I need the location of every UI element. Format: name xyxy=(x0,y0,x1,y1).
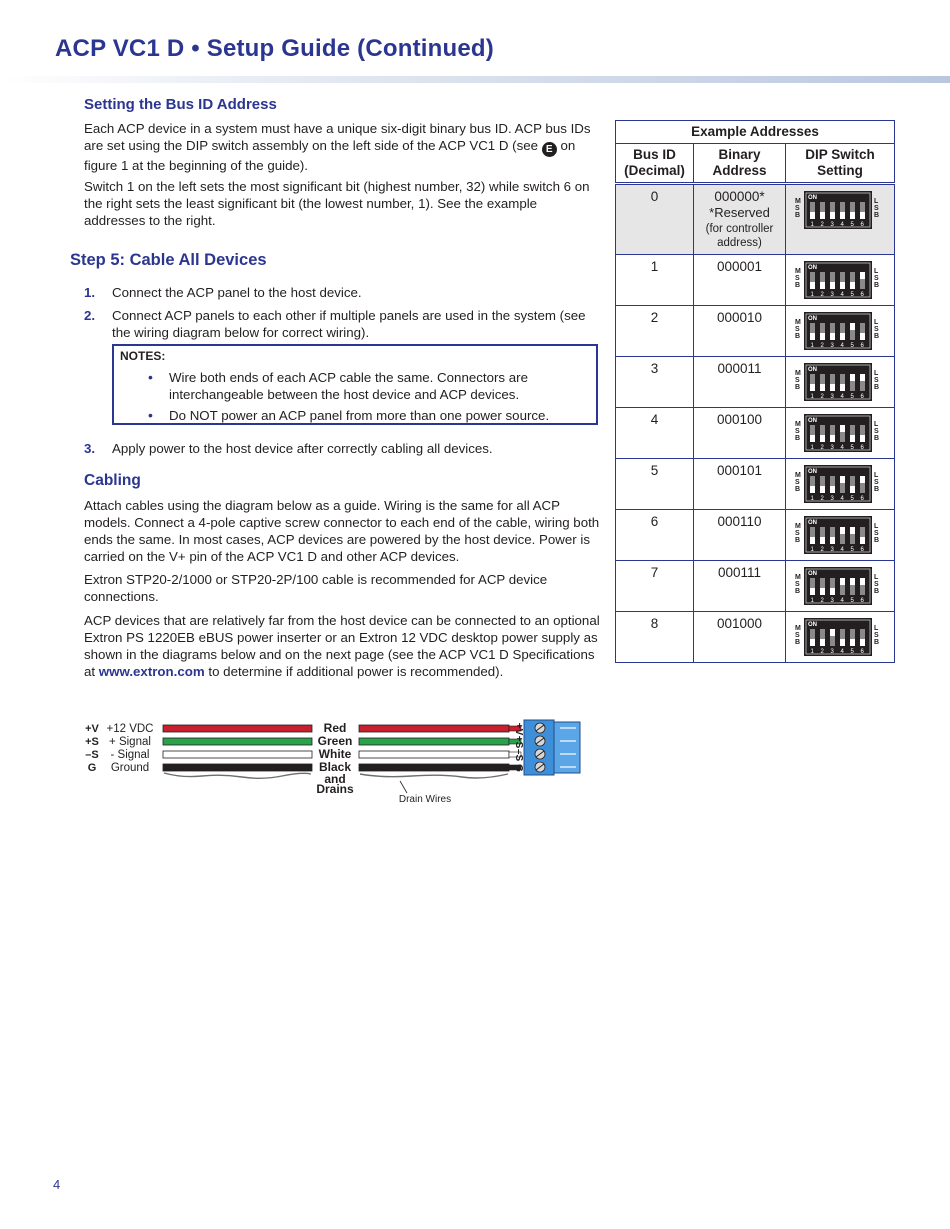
svg-text:3: 3 xyxy=(830,547,834,553)
page-number: 4 xyxy=(53,1177,61,1192)
step5-heading: Step 5: Cable All Devices xyxy=(70,251,267,269)
svg-text:L: L xyxy=(874,268,879,275)
table-row xyxy=(616,306,895,357)
svg-text:B: B xyxy=(874,639,880,646)
example-addresses-table xyxy=(615,120,895,663)
extron-website-link[interactable]: www.extron.com xyxy=(98,664,205,680)
svg-text:ON: ON xyxy=(808,571,817,577)
reserved-note: *Reserved xyxy=(709,205,770,221)
step5-item-1-number: 1. xyxy=(84,285,96,300)
svg-text:6: 6 xyxy=(860,222,864,228)
cell-dip-switch xyxy=(786,184,895,255)
step5-item-3-number: 3. xyxy=(84,441,96,456)
bus-id-paragraph-1 xyxy=(84,120,600,174)
svg-text:1: 1 xyxy=(810,496,814,502)
cell-decimal: 3 xyxy=(616,357,694,408)
svg-text:6: 6 xyxy=(860,547,864,553)
svg-text:S: S xyxy=(874,428,879,435)
svg-text:L: L xyxy=(874,472,879,479)
svg-text:Drains: Drains xyxy=(316,782,354,796)
cell-binary: 001000 xyxy=(694,612,786,663)
svg-text:M: M xyxy=(795,370,801,377)
bus-id-p1-before: Each ACP device in a system must have a unique six-digit binary bus ID. ACP bus IDs are set using the DIP switch assembly on the left side of the ACP VC1 D (see xyxy=(84,121,591,154)
cell-dip-switch xyxy=(786,255,895,306)
step5-item-3-text: Apply power to the host device after correctly cabling all devices. xyxy=(112,441,493,456)
cabling-p3-after: to determine if additional power is recommended). xyxy=(204,664,504,680)
cell-binary: 000101 xyxy=(694,459,786,510)
svg-text:6: 6 xyxy=(860,649,864,655)
svg-text:S: S xyxy=(874,530,879,537)
svg-text:1: 1 xyxy=(810,222,814,228)
svg-text:S: S xyxy=(795,530,800,537)
svg-text:S: S xyxy=(795,326,800,333)
svg-text:4: 4 xyxy=(840,343,844,349)
dip-switch-icon xyxy=(794,414,880,454)
svg-text:5: 5 xyxy=(850,649,854,655)
svg-text:3: 3 xyxy=(830,496,834,502)
svg-text:4: 4 xyxy=(840,598,844,604)
cell-decimal: 4 xyxy=(616,408,694,459)
cabling-p3-before: ACP devices that are relatively far from the host device can be connected to an optional Extron PS 1220EB eBUS power inserter or an Extron 12 VDC desktop power supply as shown in the diagrams below and on the next page (see the ACP VC1 D Specifications at xyxy=(84,613,600,680)
svg-text:L: L xyxy=(874,574,879,581)
svg-text:G: G xyxy=(513,764,524,772)
svg-text:B: B xyxy=(874,435,880,442)
cell-decimal: 0 xyxy=(616,184,694,255)
notes-bullet-2: Do NOT power an ACP panel from more than one power source. xyxy=(169,408,550,423)
svg-text:- Signal: - Signal xyxy=(110,749,150,761)
svg-text:ON: ON xyxy=(808,418,817,424)
svg-text:ON: ON xyxy=(808,265,817,271)
cabling-paragraph-3 xyxy=(84,612,600,680)
svg-text:B: B xyxy=(874,212,880,219)
notes-box xyxy=(112,344,598,425)
svg-text:3: 3 xyxy=(830,649,834,655)
table-row xyxy=(616,408,895,459)
svg-text:5: 5 xyxy=(850,445,854,451)
table-row xyxy=(616,357,895,408)
svg-text:5: 5 xyxy=(850,496,854,502)
svg-text:+S: +S xyxy=(513,735,524,749)
svg-text:2: 2 xyxy=(820,445,824,451)
svg-text:M: M xyxy=(795,472,801,479)
svg-text:ON: ON xyxy=(808,469,817,475)
svg-text:ON: ON xyxy=(808,367,817,373)
svg-text:6: 6 xyxy=(860,394,864,400)
svg-text:1: 1 xyxy=(810,547,814,553)
svg-text:S: S xyxy=(874,632,879,639)
svg-text:1: 1 xyxy=(810,445,814,451)
column-header-binary: Binary Address xyxy=(694,144,786,184)
svg-text:B: B xyxy=(874,486,880,493)
svg-text:M: M xyxy=(795,319,801,326)
step5-item-2-number: 2. xyxy=(84,308,96,323)
svg-text:S: S xyxy=(795,377,800,384)
svg-text:S: S xyxy=(874,581,879,588)
bus-id-p1-after: on figure 1 at the beginning of the guide). xyxy=(84,138,576,174)
dip-switch-icon xyxy=(794,567,880,607)
dip-switch-icon xyxy=(794,191,880,231)
cabling-heading: Cabling xyxy=(84,472,141,489)
svg-text:L: L xyxy=(874,625,879,632)
svg-text:1: 1 xyxy=(810,598,814,604)
title-rule xyxy=(0,76,950,83)
svg-text:5: 5 xyxy=(850,292,854,298)
cell-decimal: 8 xyxy=(616,612,694,663)
svg-text:B: B xyxy=(874,333,880,340)
svg-text:B: B xyxy=(795,435,801,442)
svg-text:5: 5 xyxy=(850,222,854,228)
svg-text:2: 2 xyxy=(820,598,824,604)
svg-text:6: 6 xyxy=(860,496,864,502)
svg-text:+12 VDC: +12 VDC xyxy=(106,723,154,735)
cell-dip-switch xyxy=(786,612,895,663)
cell-binary: 000000* *Reserved (for controller address) xyxy=(694,184,786,255)
cell-binary: 000100 xyxy=(694,408,786,459)
cell-dip-switch xyxy=(786,357,895,408)
svg-text:4: 4 xyxy=(840,292,844,298)
notes-bullet-icon: • xyxy=(148,369,153,385)
svg-text:G: G xyxy=(87,762,97,774)
svg-text:2: 2 xyxy=(820,292,824,298)
dip-switch-icon xyxy=(794,465,880,505)
svg-text:ON: ON xyxy=(808,195,817,201)
svg-text:B: B xyxy=(874,537,880,544)
svg-text:L: L xyxy=(874,198,879,205)
table-caption: Example Addresses xyxy=(616,121,895,144)
dip-switch-icon xyxy=(794,312,880,352)
svg-text:Ground: Ground xyxy=(110,762,150,774)
svg-text:6: 6 xyxy=(860,343,864,349)
svg-text:+ Signal: + Signal xyxy=(109,736,151,748)
svg-text:B: B xyxy=(795,212,801,219)
svg-text:S: S xyxy=(795,205,800,212)
svg-text:M: M xyxy=(795,523,801,530)
svg-text:6: 6 xyxy=(860,598,864,604)
svg-text:S: S xyxy=(874,326,879,333)
svg-text:6: 6 xyxy=(860,445,864,451)
table-row xyxy=(616,255,895,306)
dip-switch-icon xyxy=(794,363,880,403)
svg-text:4: 4 xyxy=(840,222,844,228)
column-header-dip: DIP Switch Setting xyxy=(786,144,895,184)
svg-text:Black: Black xyxy=(318,760,352,774)
dip-switch-icon xyxy=(794,618,880,658)
svg-text:1: 1 xyxy=(810,394,814,400)
controller-note: (for controller address) xyxy=(705,222,774,250)
svg-text:White: White xyxy=(318,747,352,761)
cell-dip-switch xyxy=(786,408,895,459)
notes-bullet-1: Wire both ends of each ACP cable the same. Connectors are interchangeable between the host device and ACP devices. xyxy=(169,370,528,403)
svg-text:L: L xyxy=(874,523,879,530)
svg-text:1: 1 xyxy=(810,649,814,655)
svg-text:2: 2 xyxy=(820,496,824,502)
svg-text:Green: Green xyxy=(317,734,353,748)
cell-binary: 000111 xyxy=(694,561,786,612)
page-title: ACP VC1 D • Setup Guide (Continued) xyxy=(55,35,494,62)
svg-text:B: B xyxy=(795,282,801,289)
svg-text:L: L xyxy=(874,421,879,428)
svg-text:ON: ON xyxy=(808,520,817,526)
svg-text:5: 5 xyxy=(850,343,854,349)
cell-binary: 000011 xyxy=(694,357,786,408)
svg-text:–S: –S xyxy=(85,749,99,761)
svg-text:5: 5 xyxy=(850,598,854,604)
notes-bullet-icon: • xyxy=(148,407,153,423)
cell-binary: 000001 xyxy=(694,255,786,306)
cell-dip-switch xyxy=(786,459,895,510)
svg-text:5: 5 xyxy=(850,394,854,400)
cell-binary: 000110 xyxy=(694,510,786,561)
dip-switch-icon xyxy=(794,261,880,301)
cabling-paragraph-2: Extron STP20-2/1000 or STP20-2P/100 cable is recommended for ACP device connections. xyxy=(84,572,548,605)
svg-text:S: S xyxy=(874,377,879,384)
table-row xyxy=(616,459,895,510)
svg-text:4: 4 xyxy=(840,445,844,451)
svg-text:3: 3 xyxy=(830,222,834,228)
svg-text:L: L xyxy=(874,370,879,377)
svg-text:S: S xyxy=(795,581,800,588)
cell-binary: 000010 xyxy=(694,306,786,357)
svg-text:3: 3 xyxy=(830,292,834,298)
column-header-bus-id: Bus ID (Decimal) xyxy=(616,144,694,184)
bus-id-paragraph-2: Switch 1 on the left sets the most significant bit (highest number, 32) while switch 6 on the right sets the least significant bit (the lowest number, 1). See the example addresses to the right. xyxy=(84,179,590,229)
cell-dip-switch xyxy=(786,561,895,612)
svg-text:2: 2 xyxy=(820,649,824,655)
svg-text:4: 4 xyxy=(840,394,844,400)
cell-decimal: 7 xyxy=(616,561,694,612)
svg-text:B: B xyxy=(795,384,801,391)
figure-callout-e-icon: E xyxy=(542,142,557,157)
svg-text:S: S xyxy=(874,479,879,486)
cell-decimal: 2 xyxy=(616,306,694,357)
svg-text:–S: –S xyxy=(513,748,524,762)
svg-text:B: B xyxy=(795,486,801,493)
svg-text:+V: +V xyxy=(85,723,99,735)
svg-text:5: 5 xyxy=(850,547,854,553)
table-row xyxy=(616,561,895,612)
svg-text:B: B xyxy=(795,333,801,340)
table-row xyxy=(616,184,895,255)
svg-text:M: M xyxy=(795,574,801,581)
dip-switch-icon xyxy=(794,516,880,556)
svg-text:2: 2 xyxy=(820,343,824,349)
svg-text:3: 3 xyxy=(830,343,834,349)
svg-text:M: M xyxy=(795,198,801,205)
svg-text:S: S xyxy=(795,275,800,282)
svg-text:B: B xyxy=(874,282,880,289)
svg-text:and: and xyxy=(324,772,346,786)
svg-text:1: 1 xyxy=(810,292,814,298)
svg-text:4: 4 xyxy=(840,547,844,553)
svg-text:2: 2 xyxy=(820,547,824,553)
svg-text:2: 2 xyxy=(820,222,824,228)
bus-id-heading: Setting the Bus ID Address xyxy=(84,96,277,113)
svg-text:S: S xyxy=(874,205,879,212)
svg-text:L: L xyxy=(874,319,879,326)
svg-text:B: B xyxy=(874,588,880,595)
svg-text:S: S xyxy=(795,428,800,435)
svg-text:3: 3 xyxy=(830,394,834,400)
table-row xyxy=(616,612,895,663)
svg-text:+S: +S xyxy=(85,736,99,748)
cell-decimal: 1 xyxy=(616,255,694,306)
svg-text:M: M xyxy=(795,421,801,428)
svg-text:M: M xyxy=(795,625,801,632)
svg-text:S: S xyxy=(795,479,800,486)
svg-text:B: B xyxy=(795,588,801,595)
svg-text:B: B xyxy=(795,537,801,544)
svg-text:S: S xyxy=(795,632,800,639)
svg-text:B: B xyxy=(874,384,880,391)
svg-text:6: 6 xyxy=(860,292,864,298)
svg-text:1: 1 xyxy=(810,343,814,349)
table-row xyxy=(616,510,895,561)
svg-text:Drain Wires: Drain Wires xyxy=(398,794,452,805)
svg-text:3: 3 xyxy=(830,598,834,604)
wiring-diagram xyxy=(82,716,592,816)
svg-text:M: M xyxy=(795,268,801,275)
svg-text:4: 4 xyxy=(840,496,844,502)
svg-text:ON: ON xyxy=(808,622,817,628)
cell-dip-switch xyxy=(786,510,895,561)
cabling-paragraph-1: Attach cables using the diagram below as a guide. Wiring is the same for all ACP models. Connect a 4-pole captive screw connector to each end of the cable, wiring both ends the same. In most cases, ACP devices are powered by the host device. Power is carried on the V+ pin of the ACP VC1 D and other ACP devices. xyxy=(84,498,600,565)
cell-dip-switch xyxy=(786,306,895,357)
svg-text:2: 2 xyxy=(820,394,824,400)
notes-label: NOTES: xyxy=(120,349,166,363)
step5-item-2-text: Connect ACP panels to each other if multiple panels are used in the system (see the wiring diagram below for correct wiring). xyxy=(112,308,586,341)
svg-text:B: B xyxy=(795,639,801,646)
svg-text:3: 3 xyxy=(830,445,834,451)
cell-decimal: 6 xyxy=(616,510,694,561)
svg-text:S: S xyxy=(874,275,879,282)
step5-item-1-text: Connect the ACP panel to the host device. xyxy=(112,285,362,300)
svg-text:4: 4 xyxy=(840,649,844,655)
svg-text:ON: ON xyxy=(808,316,817,322)
svg-text:Red: Red xyxy=(323,721,347,735)
svg-text:+V: +V xyxy=(513,722,524,736)
cell-decimal: 5 xyxy=(616,459,694,510)
